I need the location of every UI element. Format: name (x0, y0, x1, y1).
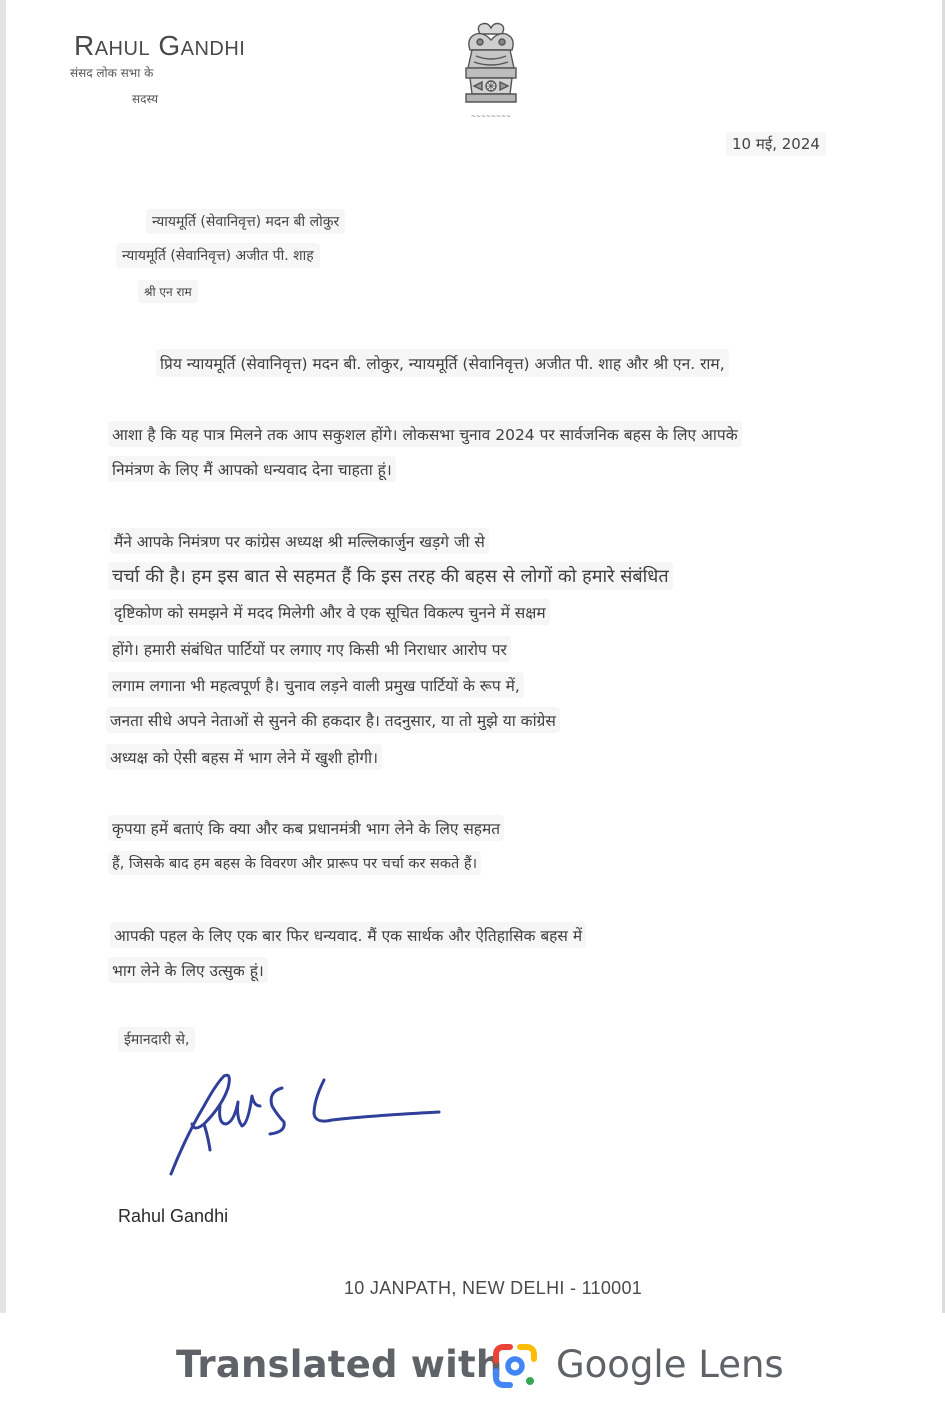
paragraph-4-line: भाग लेने के लिए उत्सुक हूं। (108, 957, 268, 983)
paragraph-1-line: आशा है कि यह पात्र मिलने तक आप सकुशल होंगे। लोकसभा चुनाव 2024 पर सार्वजनिक बहस के लिए आपके (108, 421, 742, 447)
paragraph-3-line: हैं, जिसके बाद हम बहस के विवरण और प्रारूप पर चर्चा कर सकते हैं। (108, 851, 481, 875)
letter-date: 10 मई, 2024 (726, 132, 826, 156)
sender-name: Rahul Gandhi (74, 30, 246, 61)
paragraph-2-line: लगाम लगाना भी महत्वपूर्ण है। चुनाव लड़ने वाली प्रमुख पार्टियों के रूप में, (108, 672, 524, 698)
svg-text:~~~~~~~~: ~~~~~~~~ (470, 113, 512, 120)
salutation: प्रिय न्यायमूर्ति (सेवानिवृत्त) मदन बी. लोकुर, न्यायमूर्ति (सेवानिवृत्त) अजीत पी. शाह और श्री एन. राम, (156, 349, 729, 377)
sender-role-line-2: सदस्य (132, 92, 159, 106)
national-emblem-icon (458, 20, 524, 124)
recipient-3: श्री एन राम (138, 280, 198, 303)
google-lens-icon (490, 1341, 540, 1391)
footer-address: 10 JANPATH, NEW DELHI - 110001 (344, 1278, 643, 1298)
paragraph-2-line: मैंने आपके निमंत्रण पर कांग्रेस अध्यक्ष श्री मल्लिकार्जुन खड़गे जी से (110, 528, 489, 554)
paragraph-2-line: अध्यक्ष को ऐसी बहस में भाग लेने में खुशी होगी। (106, 744, 382, 770)
paragraph-2-line: जनता सीधे अपने नेताओं से सुनने की हकदार है। तदनुसार, या तो मुझे या कांग्रेस (106, 707, 560, 733)
translation-banner (0, 1313, 945, 1421)
paragraph-4-line: आपकी पहल के लिए एक बार फिर धन्यवाद. मैं एक सार्थक और ऐतिहासिक बहस में (110, 922, 586, 948)
signer-name: Rahul Gandhi (118, 1206, 229, 1226)
closing: ईमानदारी से, (118, 1027, 195, 1052)
paragraph-2-line: होंगे। हमारी संबंधित पार्टियों पर लगाए गए किसी भी निराधार आरोप पर (108, 636, 511, 662)
recipient-2: न्यायमूर्ति (सेवानिवृत्त) अजीत पी. शाह (116, 243, 320, 268)
paragraph-1-line: निमंत्रण के लिए मैं आपको धन्यवाद देना चाहता हूं। (108, 456, 396, 482)
paragraph-2-line: दृष्टिकोण को समझने में मदद मिलेगी और वे एक सूचित विकल्प चुनने में सक्षम (110, 599, 550, 625)
paragraph-3-line: कृपया हमें बताएं कि क्या और कब प्रधानमंत्री भाग लेने के लिए सहमत (108, 815, 504, 841)
recipient-1: न्यायमूर्ति (सेवानिवृत्त) मदन बी लोकुर (146, 209, 345, 234)
sender-role-line-1: संसद लोक सभा के (70, 66, 154, 80)
handwritten-signature (164, 1066, 449, 1182)
paragraph-2-line: चर्चा की है। हम इस बात से सहमत हैं कि इस तरह की बहस से लोगों को हमारे संबंधित (108, 562, 673, 590)
google-lens-brand: Google Lens (556, 1343, 784, 1386)
translation-banner-prefix: Translated with (176, 1343, 503, 1386)
